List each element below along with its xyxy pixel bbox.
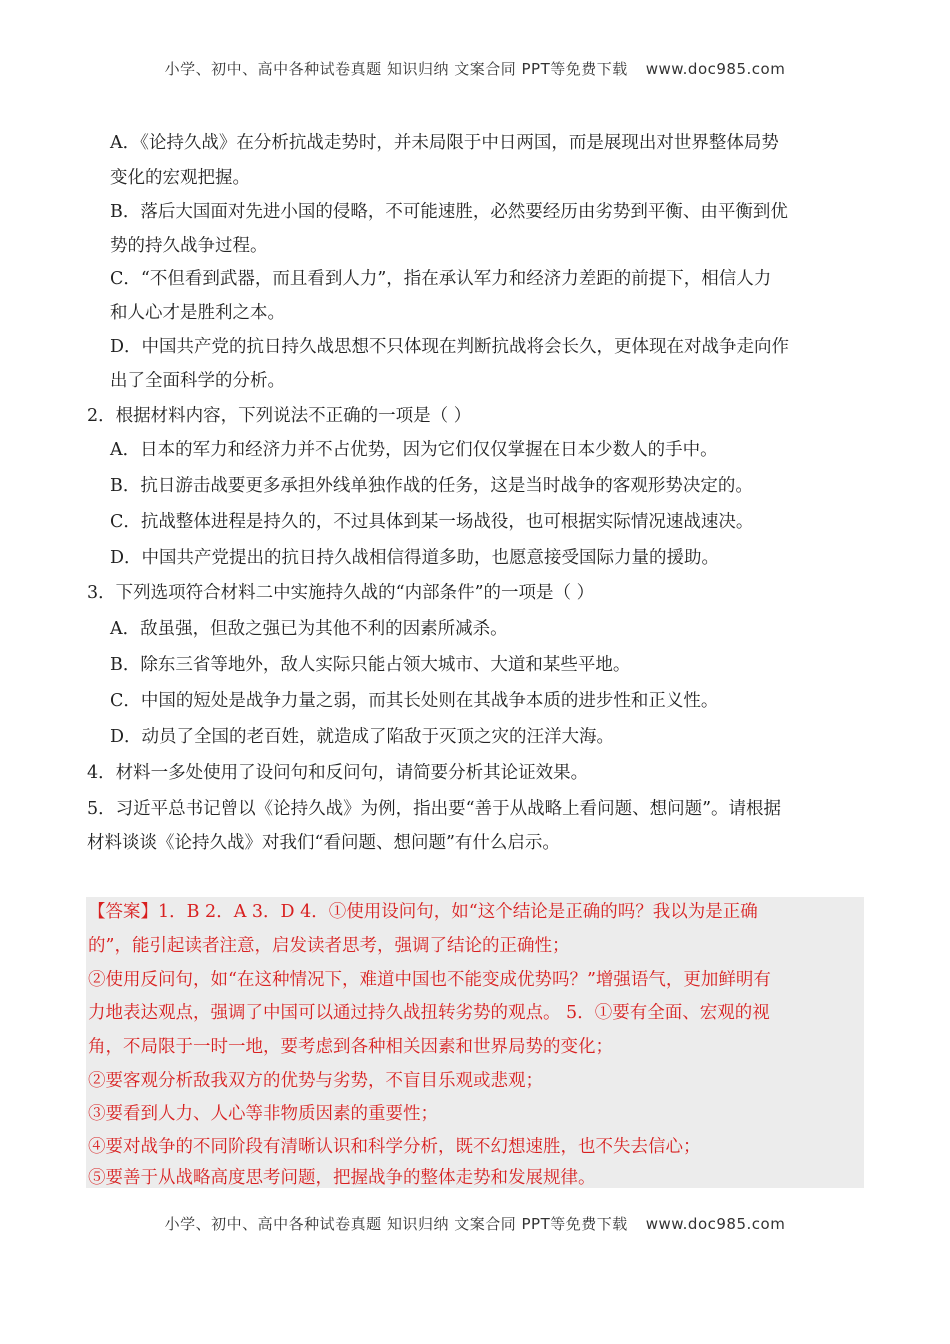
q1-option-a-line2: 变化的宏观把握。 [110, 168, 250, 188]
q3-option-b: B．除东三省等地外，敌人实际只能占领大城市、大道和某些平地。 [110, 655, 631, 675]
answer-label: 【答案】 [88, 902, 158, 922]
answer-text-1: 1．B 2．A 3．D 4．①使用设问句，如“这个结论是正确的吗？我以为是正确 [158, 902, 758, 922]
answer-line2: 的”，能引起读者注意，启发读者思考，强调了结论的正确性； [88, 936, 570, 956]
page-header [0, 58, 950, 79]
footer-text: 小学、初中、高中各种试卷真题 知识归纳 文案合同 PPT等免费下载 [164, 1215, 628, 1233]
q2-option-b: B．抗日游击战要更多承担外线单独作战的任务，这是当时战争的客观形势决定的。 [110, 476, 753, 496]
answer-line6: ②要客观分析敌我双方的优势与劣势，不盲目乐观或悲观； [88, 1071, 543, 1091]
header-text: 小学、初中、高中各种试卷真题 知识归纳 文案合同 PPT等免费下载 [164, 60, 628, 78]
q2-stem: 2．根据材料内容，下列说法不正确的一项是（ ） [87, 406, 472, 426]
answer-line4: 力地表达观点，强调了中国可以通过持久战扭转劣势的观点。 5．①要有全面、宏观的视 [88, 1003, 770, 1023]
q2-option-a: A．日本的军力和经济力并不占优势，因为它们仅仅掌握在日本少数人的手中。 [110, 440, 718, 460]
q1-option-c-line2: 和人心才是胜利之本。 [110, 303, 285, 323]
q1-option-b-line2: 势的持久战争过程。 [110, 236, 268, 256]
q3-stem: 3．下列选项符合材料二中实施持久战的“内部条件”的一项是（ ） [87, 583, 595, 603]
answer-line9: ⑤要善于从战略高度思考问题，把握战争的整体走势和发展规律。 [88, 1168, 596, 1188]
q1-option-d-line2: 出了全面科学的分析。 [110, 371, 285, 391]
answer-line1 [88, 904, 758, 922]
answer-line5: 角，不局限于一时一地，要考虑到各种相关因素和世界局势的变化； [88, 1037, 613, 1057]
answer-line3: ②使用反问句，如“在这种情况下，难道中国也不能变成优势吗？”增强语气，更加鲜明有 [88, 970, 771, 990]
q1-option-d-line1: D．中国共产党的抗日持久战思想不只体现在判断抗战将会长久，更体现在对战争走向作 [110, 337, 790, 357]
q3-option-a: A．敌虽强，但敌之强已为其他不利的因素所减杀。 [110, 619, 508, 639]
header-url[interactable]: www.doc985.com [645, 60, 786, 78]
q1-option-a-line1: A．《论持久战》在分析抗战走势时，并未局限于中日两国，而是展现出对世界整体局势 [110, 133, 779, 153]
q2-option-d: D．中国共产党提出的抗日持久战相信得道多助，也愿意接受国际力量的援助。 [110, 548, 720, 568]
q2-option-c: C．抗战整体进程是持久的，不过具体到某一场战役，也可根据实际情况速战速决。 [110, 512, 754, 532]
footer-url[interactable]: www.doc985.com [645, 1215, 786, 1233]
answer-line7: ③要看到人力、人心等非物质因素的重要性； [88, 1104, 438, 1124]
answer-line8: ④要对战争的不同阶段有清晰认识和科学分析，既不幻想速胜，也不失去信心； [88, 1137, 701, 1157]
page-footer [0, 1213, 950, 1234]
q1-option-c-line1: C．“不但看到武器，而且看到人力”，指在承认军力和经济力差距的前提下，相信人力 [110, 269, 772, 289]
q3-option-d: D．动员了全国的老百姓，就造成了陷敌于灭顶之灾的汪洋大海。 [110, 727, 615, 747]
q5-stem-line1: 5．习近平总书记曾以《论持久战》为例，指出要“善于从战略上看问题、想问题”。请根据 [87, 799, 782, 819]
q1-option-b-line1: B．落后大国面对先进小国的侵略，不可能速胜，必然要经历由劣势到平衡、由平衡到优 [110, 202, 788, 222]
q4-stem: 4．材料一多处使用了设问句和反问句，请简要分析其论证效果。 [87, 763, 589, 783]
q3-option-c: C．中国的短处是战争力量之弱，而其长处则在其战争本质的进步性和正义性。 [110, 691, 719, 711]
q5-stem-line2: 材料谈谈《论持久战》对我们“看问题、想问题”有什么启示。 [87, 833, 560, 853]
